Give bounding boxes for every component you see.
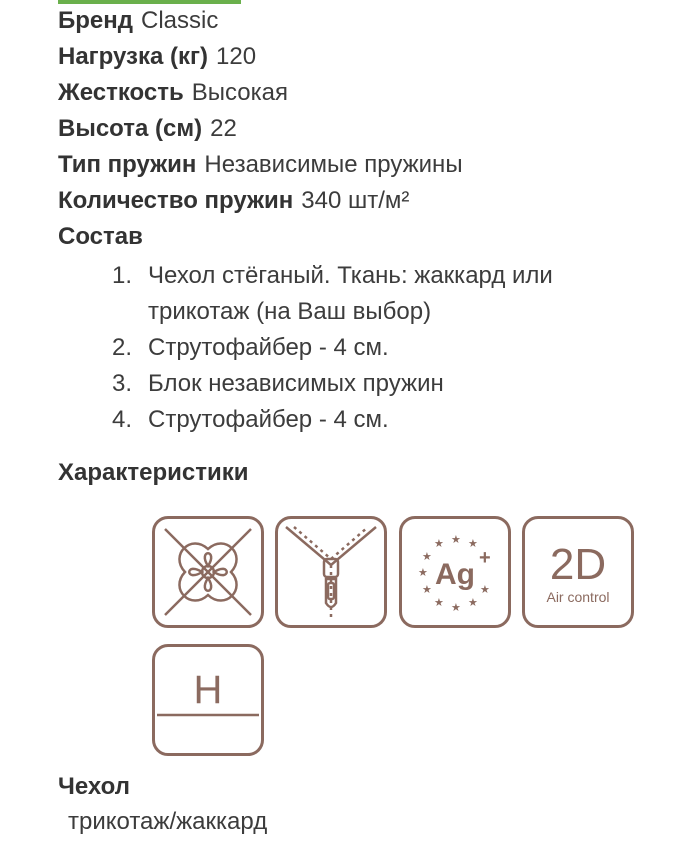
svg-text:★: ★ bbox=[480, 583, 490, 596]
spec-key: Тип пружин bbox=[58, 151, 197, 178]
list-item bbox=[112, 330, 628, 366]
svg-text:★: ★ bbox=[451, 533, 461, 546]
svg-text:★: ★ bbox=[418, 566, 428, 579]
h-label: H bbox=[193, 668, 223, 712]
list-item bbox=[112, 366, 628, 402]
spec-value: 120 bbox=[216, 43, 257, 70]
hardness-h-icon bbox=[152, 644, 264, 756]
spec-value: Высокая bbox=[191, 79, 288, 106]
spec-key: Нагрузка (кг) bbox=[58, 43, 208, 70]
list-text: Чехол стёганый. Ткань: жаккард или трикотаж (на Ваш выбор) bbox=[148, 262, 553, 325]
svg-text:★: ★ bbox=[451, 601, 461, 614]
spec-firmness bbox=[58, 78, 288, 108]
list-item bbox=[112, 258, 628, 330]
spec-key: Количество пружин bbox=[58, 187, 294, 214]
svg-text:★: ★ bbox=[468, 537, 478, 550]
spec-load bbox=[58, 42, 256, 72]
list-text: Струтофайбер - 4 см. bbox=[148, 334, 389, 361]
svg-text:★: ★ bbox=[434, 537, 444, 550]
composition-list bbox=[112, 258, 628, 438]
list-item bbox=[112, 402, 628, 438]
list-number: 2. bbox=[112, 334, 133, 361]
spec-value: Независимые пружины bbox=[204, 151, 463, 178]
svg-text:+: + bbox=[479, 547, 491, 569]
spec-spring-type bbox=[58, 150, 463, 180]
air-control-2d-icon bbox=[522, 516, 634, 628]
cover-value: трикотаж/жаккард bbox=[68, 808, 268, 835]
list-text: Струтофайбер - 4 см. bbox=[148, 406, 389, 433]
spec-spring-count bbox=[58, 186, 409, 216]
spec-value: Classic bbox=[141, 7, 219, 34]
list-text: Блок независимых пружин bbox=[148, 370, 444, 397]
list-number: 4. bbox=[112, 406, 133, 433]
spec-key: Жесткость bbox=[58, 79, 184, 106]
spec-height bbox=[58, 114, 237, 144]
svg-text:★: ★ bbox=[422, 550, 432, 563]
ag-silver-icon bbox=[399, 516, 511, 628]
ag-label: Ag bbox=[435, 558, 475, 591]
spec-key: Высота (см) bbox=[58, 115, 203, 142]
spec-value: 340 шт/м² bbox=[301, 187, 410, 214]
characteristics-title: Характеристики bbox=[58, 459, 249, 486]
svg-text:★: ★ bbox=[468, 596, 478, 609]
svg-text:★: ★ bbox=[434, 596, 444, 609]
zipper-icon bbox=[275, 516, 387, 628]
list-number: 1. bbox=[112, 262, 133, 289]
spec-value: 22 bbox=[210, 115, 237, 142]
composition-title: Состав bbox=[58, 223, 143, 250]
cover-title: Чехол bbox=[58, 773, 130, 800]
air-control-label: Air control bbox=[546, 589, 610, 605]
top-accent-bar bbox=[58, 0, 241, 4]
no-flower-icon bbox=[152, 516, 264, 628]
list-number: 3. bbox=[112, 370, 133, 397]
spec-brand bbox=[58, 6, 218, 36]
spec-key: Бренд bbox=[58, 7, 133, 34]
svg-text:★: ★ bbox=[422, 583, 432, 596]
2d-label: 2D bbox=[549, 540, 607, 589]
